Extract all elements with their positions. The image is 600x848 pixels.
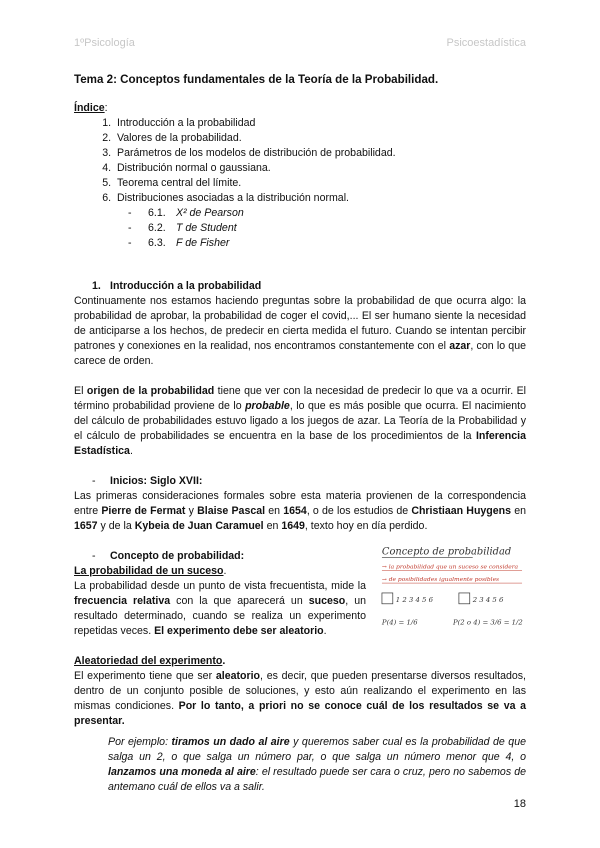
index-heading-row	[74, 101, 526, 116]
subitem-text: X² de Pearson	[176, 207, 244, 219]
aleatoriedad-heading: Aleatoriedad del experimento.	[74, 655, 226, 667]
index-item: 1. Introducción a la probabilidad	[114, 116, 526, 131]
die-icon	[382, 593, 393, 604]
index-sublist	[74, 206, 526, 251]
handwritten-fraction-2: P(2 o 4) = 3/6 = 1/2	[452, 618, 523, 627]
handwritten-line-1: → la probabilidad que un suceso se considera	[381, 564, 519, 571]
paragraph-origin: El origen de la probabilidad tiene que ver con la necesidad de predecir lo que va a ocurrir. El término probabilidad proviene de lo probable, lo que es más posible que ocurra. El nacimiento del cálculo de probabilidades estuvo ligado a los juegos de azar. La Teoría de la Probabilidad y el cálculo de probabilidades se encuentra en la base de los procedimientos de la Inferencia Estadística.	[74, 385, 526, 457]
header-subject: Psicoestadística	[446, 37, 526, 49]
index-colon: :	[104, 102, 108, 114]
die-values-1: 1 2 3 4 5 6	[395, 595, 434, 604]
handwritten-line-2: → de posibilidades igualmente posibles	[381, 577, 500, 584]
index-item: 4. Distribución normal o gaussiana.	[114, 161, 526, 176]
paragraph-concepto: La probabilidad desde un punto de vista frecuentista, mide la frecuencia relativa con la que aparecerá un suceso, un resultado determinado, cuando se realiza un experimento repetidas veces. El experimento debe ser aleatorio.	[74, 580, 367, 637]
section-title: Introducción a la probabilidad	[110, 280, 262, 292]
index-item: 3. Parámetros de los modelos de distribución de probabilidad.	[114, 146, 526, 161]
die-icon	[459, 593, 470, 604]
paragraph-inicios: Las primeras consideraciones formales sobre esta materia provienen de la correspondencia entre Pierre de Fermat y Blaise Pascal en 1654, o de los estudios de Christiaan Huygens en 1657 y de la Kybeia de Juan Caramuel en 1649, texto hoy en día perdido.	[74, 490, 527, 532]
subitem-text: F de Fisher	[176, 237, 230, 249]
subitem-text: T de Student	[176, 222, 237, 234]
index-item: 6. Distribuciones asociadas a la distribución normal.	[114, 191, 526, 206]
example-paragraph: Por ejemplo: tiramos un dado al aire y queremos saber cual es la probabilidad de que salga un 2, o que salga un número par, o que salga un número menor que 4, o lanzamos una moneda al aire: el resultado puede ser cara o cruz, pero no sabemos de antemano cuál de ellos va a salir.	[108, 736, 526, 793]
concepto-block	[74, 546, 526, 639]
die-values-2: 2 3 4 5 6	[472, 595, 504, 604]
subitem-number: 6.1.	[148, 207, 166, 219]
page-title: Tema 2: Conceptos fundamentales de la Teoría de la Probabilidad.	[74, 73, 439, 86]
index-item: 2. Valores de la probabilidad.	[114, 131, 526, 146]
inicios-heading: - Inicios: Siglo XVII:	[92, 475, 203, 487]
page-content	[74, 72, 526, 795]
paragraph-aleatoriedad: El experimento tiene que ser aleatorio, es decir, que pueden presentarse diversos resultados, dentro de un conjunto posible de soluciones, y esto aún realizando el experimento en las mismas condiciones. Por lo tanto, a priori no se conoce cuál de los resultados se va a presentar.	[74, 670, 526, 727]
header-course: 1ºPsicología	[74, 37, 135, 49]
concepto-heading: - Concepto de probabilidad:	[92, 550, 245, 562]
index-subitem: - 6.3. F de Fisher	[128, 237, 230, 249]
subitem-number: 6.2.	[148, 222, 166, 234]
handwritten-notes-image	[378, 541, 526, 637]
index-subitem: - 6.1. X² de Pearson	[128, 207, 244, 219]
index-list	[74, 116, 526, 206]
index-heading: Índice	[74, 102, 105, 114]
index-subitem: - 6.2. T de Student	[128, 222, 237, 234]
section-number: 1.	[92, 280, 101, 292]
paragraph-intro: Continuamente nos estamos haciendo preguntas sobre la probabilidad de que ocurra algo: la probabilidad de aprobar, la probabilidad de coger el covid,... El ser humano siente la necesidad de anticiparse a los hechos, de predecir en cierta medida el futuro. Cuando se intentan percibir patrones y conexiones en la realidad, nos encontramos constantemente con el azar, con lo que carece de orden.	[74, 295, 526, 367]
index-item: 5. Teorema central del límite.	[114, 176, 526, 191]
concepto-subheading: La probabilidad de un suceso.	[74, 565, 227, 577]
subitem-number: 6.3.	[148, 237, 166, 249]
page-number: 18	[513, 798, 526, 810]
handwritten-fraction-1: P(4) = 1/6	[381, 618, 418, 627]
handwritten-title: Concepto de probabilidad	[381, 546, 512, 558]
section-heading	[92, 279, 526, 294]
